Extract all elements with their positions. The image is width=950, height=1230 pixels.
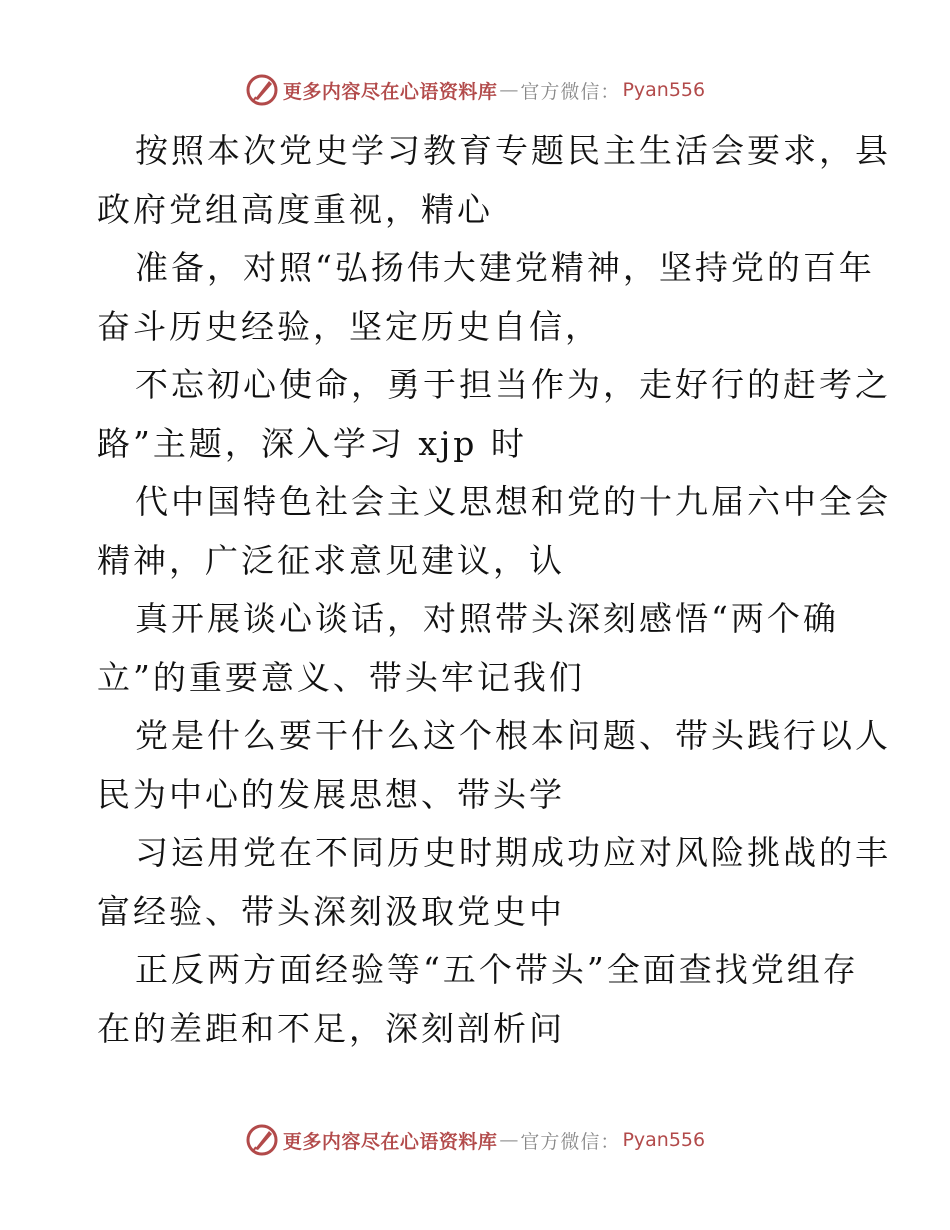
banner-wechat-id: Pyan556	[622, 1129, 706, 1151]
body-line: 奋斗历史经验，坚定历史自信，	[97, 306, 601, 346]
body-line: 政府党组高度重视，精心	[97, 189, 493, 229]
body-line: 真开展谈心谈话，对照带头深刻感悟“两个确	[135, 599, 839, 638]
body-line: 习运用党在不同历史时期成功应对风险挑战的丰	[135, 833, 891, 872]
body-line: 不忘初心使命，勇于担当作为，走好行的赶考之	[135, 365, 891, 404]
banner-wechat-label: 官方微信：	[520, 80, 621, 103]
banner-separator: —	[499, 1129, 519, 1151]
body-line: 正反两方面经验等“五个带头”全面查找党组存	[135, 950, 859, 989]
body-line: 代中国特色社会主义思想和党的十九届六中全会	[135, 482, 891, 521]
footer-watermark-banner	[0, 1120, 950, 1160]
body-line: 立”的重要意义、带头牢记我们	[97, 657, 585, 697]
body-line: 在的差距和不足，深刻剖析问	[97, 1008, 565, 1048]
header-watermark-banner	[0, 70, 950, 110]
body-line: 富经验、带头深刻汲取党史中	[97, 891, 565, 931]
banner-main-text: 更多内容尽在心语资料库	[282, 1130, 498, 1153]
document-body	[97, 122, 891, 1058]
body-line: 准备，对照“弘扬伟大建党精神，坚持党的百年	[135, 248, 875, 287]
body-line: 精神，广泛征求意见建议，认	[97, 540, 565, 580]
quill-logo-icon	[245, 1123, 279, 1157]
body-line: 按照本次党史学习教育专题民主生活会要求，县	[135, 131, 891, 170]
body-line: 路”主题，深入学习 xjp 时	[97, 423, 527, 463]
banner-wechat-label: 官方微信：	[520, 1130, 621, 1153]
body-line: 党是什么要干什么这个根本问题、带头践行以人	[135, 716, 891, 755]
banner-wechat-id: Pyan556	[622, 79, 706, 101]
banner-separator: —	[499, 79, 519, 101]
body-line: 民为中心的发展思想、带头学	[97, 774, 565, 814]
banner-main-text: 更多内容尽在心语资料库	[282, 80, 498, 103]
quill-logo-icon	[245, 73, 279, 107]
